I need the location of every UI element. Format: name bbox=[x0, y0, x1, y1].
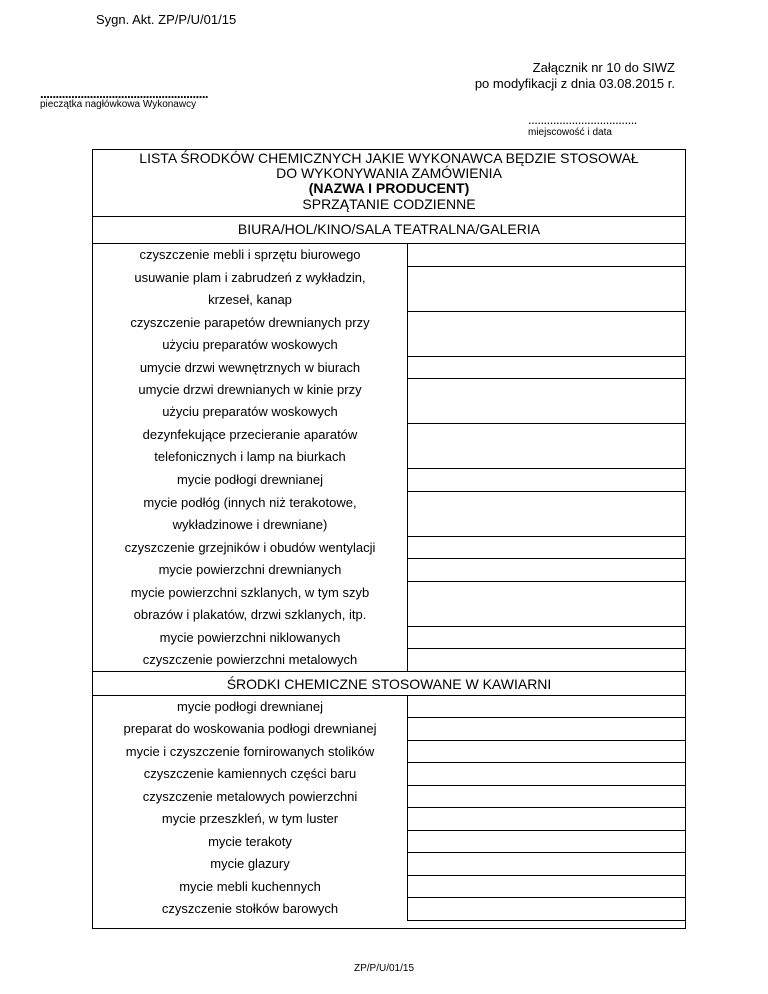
table-title-line-1: LISTA ŚRODKÓW CHEMICZNYCH JAKIE WYKONAWCA BĘDZIE STOSOWAŁ bbox=[139, 150, 639, 166]
product-entry-cell-border bbox=[407, 852, 685, 853]
column-divider bbox=[407, 356, 408, 380]
column-divider bbox=[407, 536, 408, 560]
product-entry-cell-border bbox=[407, 468, 685, 469]
chemical-task-text: czyszczenie stołków barowych bbox=[161, 901, 339, 916]
chemical-task-text: mycie podłogi drewnianej bbox=[177, 472, 323, 487]
chemical-task-text: mycie glazury bbox=[210, 856, 290, 871]
product-entry-cell-border bbox=[407, 785, 685, 786]
product-entry-cell-border bbox=[407, 423, 685, 424]
section-separator bbox=[93, 671, 685, 672]
chemical-task-cell bbox=[93, 718, 407, 741]
chemical-task-cell bbox=[93, 649, 407, 672]
product-entry-cell-border bbox=[407, 536, 685, 537]
column-divider bbox=[407, 423, 408, 469]
table-title-line-4: SPRZĄTANIE CODZIENNE bbox=[302, 196, 476, 212]
chemical-task-text: czyszczenie mebli i sprzętu biurowego bbox=[139, 247, 361, 262]
column-divider bbox=[407, 243, 408, 267]
column-divider bbox=[407, 581, 408, 627]
page-footer: ZP/P/U/01/15 bbox=[353, 963, 415, 974]
chemical-task-cell bbox=[93, 898, 407, 921]
chemical-task-cell bbox=[93, 492, 407, 537]
stamp-placeholder: ...................................................... bbox=[40, 86, 209, 101]
product-entry-cell-border bbox=[407, 920, 685, 921]
place-date-label: miejscowość i data bbox=[528, 127, 612, 138]
chemical-task-text: telefonicznych i lamp na biurkach bbox=[154, 449, 346, 464]
attachment-number: Załącznik nr 10 do SIWZ bbox=[532, 60, 675, 75]
section-heading-offices: BIURA/HOL/KINO/SALA TEATRALNA/GALERIA bbox=[93, 216, 685, 244]
product-entry-cell-border bbox=[407, 266, 685, 267]
column-divider bbox=[407, 852, 408, 876]
chemical-task-text: użyciu preparatów woskowych bbox=[162, 404, 338, 419]
chemical-task-text: usuwanie plam i zabrudzeń z wykładzin, bbox=[134, 269, 366, 285]
chemical-task-cell bbox=[93, 424, 407, 469]
column-divider bbox=[407, 807, 408, 831]
chemical-task-text: mycie przeszkleń, w tym luster bbox=[161, 811, 339, 826]
product-entry-cell-border bbox=[407, 378, 685, 379]
column-divider bbox=[407, 830, 408, 854]
chemical-task-text: czyszczenie kamiennych części baru bbox=[143, 766, 357, 781]
chemical-task-text: wykładzinowe i drewniane) bbox=[172, 516, 328, 532]
product-entry-cell-border bbox=[407, 740, 685, 741]
chemical-task-cell bbox=[93, 831, 407, 854]
chemical-task-cell bbox=[93, 312, 407, 357]
product-entry-cell-border bbox=[407, 558, 685, 559]
chemical-task-text: mycie podłóg (innych niż terakotowe, bbox=[143, 494, 357, 510]
chemical-task-cell bbox=[93, 786, 407, 809]
table-title-line-3: (NAZWA I PRODUCENT) bbox=[308, 180, 470, 196]
chemical-task-text: czyszczenie parapetów drewnianych przy bbox=[130, 314, 370, 330]
chemical-task-cell bbox=[93, 876, 407, 899]
chemical-task-text: mycie powierzchni niklowanych bbox=[159, 629, 341, 645]
chemical-task-text: preparat do woskowania podłogi drewnianej bbox=[123, 721, 377, 736]
chemical-task-cell bbox=[93, 469, 407, 492]
chemical-task-cell bbox=[93, 627, 407, 650]
column-divider bbox=[407, 648, 408, 672]
chemical-task-cell bbox=[93, 357, 407, 380]
chemical-task-cell bbox=[93, 267, 407, 312]
chemical-task-cell bbox=[93, 696, 407, 719]
place-date-placeholder: ................................... bbox=[528, 112, 637, 127]
chemical-task-text: umycie drzwi wewnętrznych w biurach bbox=[139, 359, 361, 375]
column-divider bbox=[407, 762, 408, 786]
chemical-task-text: dezynfekujące przecieranie aparatów bbox=[142, 427, 358, 442]
column-divider bbox=[407, 491, 408, 537]
chemical-task-text: mycie podłogi drewnianej bbox=[177, 698, 323, 714]
product-entry-cell-border bbox=[407, 491, 685, 492]
stamp-label: pieczątka nagłówkowa Wykonawcy bbox=[40, 99, 197, 110]
product-entry-cell-border bbox=[407, 717, 685, 718]
product-entry-cell-border bbox=[407, 807, 685, 808]
chemical-task-text: obrazów i plakatów, drzwi szklanych, itp. bbox=[133, 606, 367, 622]
modification-date: po modyfikacji z dnia 03.08.2015 r. bbox=[474, 76, 675, 91]
chemicals-table bbox=[92, 149, 686, 929]
column-divider bbox=[407, 311, 408, 357]
column-divider bbox=[407, 468, 408, 492]
chemical-task-text: czyszczenie grzejników i obudów wentylacji bbox=[124, 539, 376, 555]
chemical-task-text: mycie powierzchni drewnianych bbox=[158, 562, 342, 577]
chemical-task-text: mycie i czyszczenie fornirowanych stolików bbox=[125, 743, 375, 759]
chemical-task-text: użyciu preparatów woskowych bbox=[162, 336, 338, 352]
chemical-task-cell bbox=[93, 853, 407, 876]
column-divider bbox=[407, 875, 408, 899]
chemical-task-text: krzeseł, kanap bbox=[208, 291, 292, 307]
column-divider bbox=[407, 740, 408, 764]
chemical-task-cell bbox=[93, 763, 407, 786]
product-entry-cell-border bbox=[407, 648, 685, 649]
chemical-task-text: mycie terakoty bbox=[208, 833, 292, 849]
chemical-task-text: mycie powierzchni szklanych, w tym szyb bbox=[130, 584, 370, 600]
chemical-task-cell bbox=[93, 808, 407, 831]
table-header bbox=[93, 150, 685, 217]
column-divider bbox=[407, 266, 408, 312]
chemical-task-cell bbox=[93, 244, 407, 267]
column-divider bbox=[407, 785, 408, 809]
chemical-task-cell bbox=[93, 537, 407, 560]
column-divider bbox=[407, 626, 408, 650]
product-entry-cell-border bbox=[407, 311, 685, 312]
chemical-task-cell bbox=[93, 379, 407, 424]
product-entry-cell-border bbox=[407, 626, 685, 627]
chemical-task-text: czyszczenie metalowych powierzchni bbox=[142, 788, 358, 804]
product-entry-cell-border bbox=[407, 897, 685, 898]
section-heading-cafe: ŚRODKI CHEMICZNE STOSOWANE W KAWIARNI bbox=[93, 673, 685, 696]
chemical-task-cell bbox=[93, 559, 407, 582]
chemical-task-cell bbox=[93, 582, 407, 627]
column-divider bbox=[407, 717, 408, 741]
product-entry-cell-border bbox=[407, 356, 685, 357]
chemical-task-text: czyszczenie powierzchni metalowych bbox=[142, 652, 358, 667]
column-divider bbox=[407, 695, 408, 719]
product-entry-cell-border bbox=[407, 762, 685, 763]
column-divider bbox=[407, 558, 408, 582]
column-divider bbox=[407, 378, 408, 424]
product-entry-cell-border bbox=[407, 830, 685, 831]
chemical-task-cell bbox=[93, 741, 407, 764]
column-divider bbox=[407, 897, 408, 921]
product-entry-cell-border bbox=[407, 875, 685, 876]
table-title-line-2: DO WYKONYWANIA ZAMÓWIENIA bbox=[276, 165, 502, 181]
case-reference: Sygn. Akt. ZP/P/U/01/15 bbox=[96, 12, 237, 27]
chemical-task-text: mycie mebli kuchennych bbox=[179, 878, 321, 894]
product-entry-cell-border bbox=[407, 581, 685, 582]
chemical-task-text: umycie drzwi drewnianych w kinie przy bbox=[138, 382, 362, 397]
